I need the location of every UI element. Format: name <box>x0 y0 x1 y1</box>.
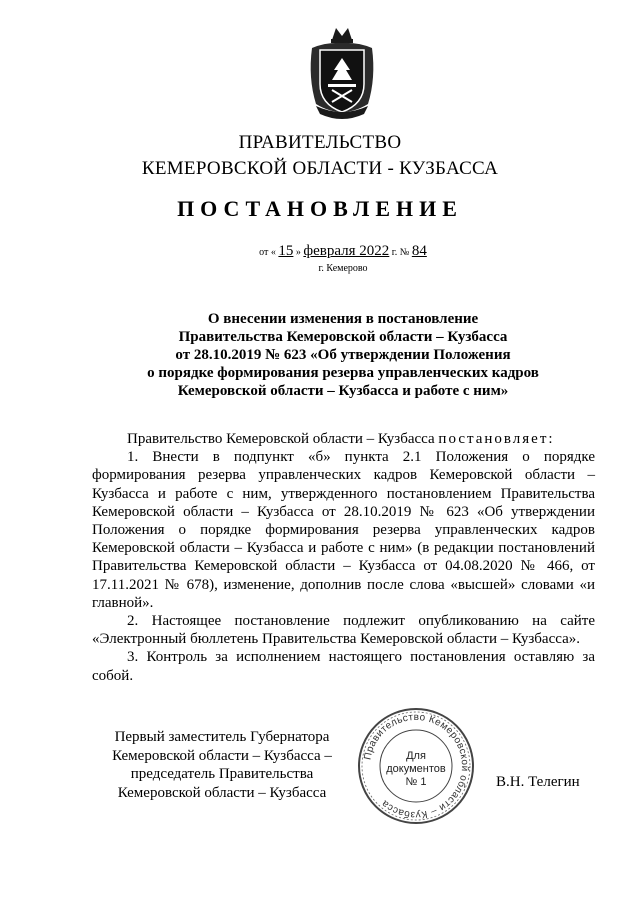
paragraph-1: 1. Внести в подпункт «б» пункта 2.1 Положения о порядке формирования резерва управленческих кадров Кемеровской области – Кузбасса и работе с ним, утвержденного постановлением Правительства Кемеровской области – Кузбасса от 28.10.2019 № 623 «Об утверждении Положения о порядке формирования резерва управленческих кадров Кемеровской области – Кузбасса и работе с ним» (в редакции постановлений Правительства Кемеровской области – Кузбасса от 04.08.2020 № 466, от 17.11.2021 № 678), изменение, дополнив после слова «высшей» словами «и главной». <box>92 449 595 611</box>
date-day: 15 <box>278 243 294 259</box>
stamp-center-line: № 1 <box>405 776 427 788</box>
official-stamp <box>356 706 476 826</box>
paragraph-3: 3. Контроль за исполнением настоящего постановления оставляю за собой. <box>92 649 595 684</box>
title-line: о порядке формирования резерва управленческих кадров <box>147 365 539 381</box>
date-year-suffix: г. <box>391 247 398 258</box>
date-close-quote: » <box>295 247 301 258</box>
title-line: Кемеровской области – Кузбасса и работе с ним» <box>177 383 509 399</box>
signer-position-line: председатель Правительства <box>130 766 314 782</box>
government-title-line2: КЕМЕРОВСКОЙ ОБЛАСТИ - КУЗБАССА <box>141 158 499 179</box>
title-line: от 28.10.2019 № 623 «Об утверждении Положения <box>175 347 511 363</box>
stamp-ring-text: Правительство Кемеровской области – Кузбасса <box>362 711 471 821</box>
document-type-heading: ПОСТАНОВЛЕНИЕ <box>177 196 463 221</box>
date-line <box>0 243 640 260</box>
signer-name: В.Н. Телегин <box>496 774 580 790</box>
stamp-center-line: документов <box>386 763 446 775</box>
paragraph-2: 2. Настоящее постановление подлежит опубликованию на сайте «Электронный бюллетень Правительства Кемеровской области – Кузбасса». <box>92 613 595 648</box>
title-line: О внесении изменения в постановление <box>207 311 479 327</box>
document-body <box>92 430 595 685</box>
signer-position-line: Первый заместитель Губернатора <box>114 729 330 745</box>
intro-text: Правительство Кемеровской области – Кузбасса <box>127 431 435 447</box>
intro-verb: постановляет: <box>438 431 555 447</box>
city-label: г. Кемерово <box>318 263 368 274</box>
stamp-center-text <box>376 750 456 789</box>
document-title <box>90 310 596 400</box>
signer-position-line: Кемеровской области – Кузбасса – <box>112 747 332 764</box>
title-line: Правительства Кемеровской области – Кузбасса <box>178 329 508 345</box>
coat-of-arms-emblem <box>302 18 382 122</box>
government-title-line1: ПРАВИТЕЛЬСТВО <box>238 132 402 153</box>
signer-position <box>92 728 352 802</box>
doc-number-label: № <box>399 247 410 258</box>
intro-paragraph <box>92 430 595 448</box>
stamp-center-line: Для <box>406 750 426 762</box>
date-from-label: от « <box>259 247 276 258</box>
date-month-year: февраля 2022 <box>303 243 390 259</box>
doc-number: 84 <box>411 243 427 259</box>
signer-position-line: Кемеровской области – Кузбасса <box>117 784 327 801</box>
coat-of-arms-icon <box>302 18 382 122</box>
